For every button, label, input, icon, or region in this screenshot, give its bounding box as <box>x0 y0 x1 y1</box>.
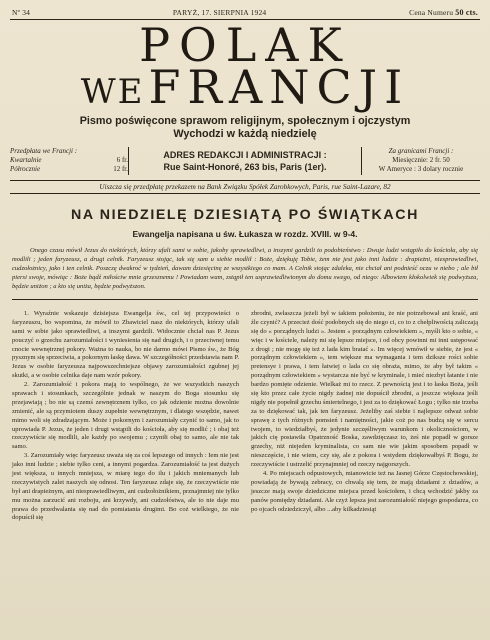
paragraph: 3. Zarozumiały więc faryzeusz uważa się za coś lepszego od innych : Iem nie jest jako inni ludzie ; siebie tylko ceni, a innymi pogardza. Zarozumiałość ta jest dużych jest większa, u innych mniejsza, w miarę tego do ilu i jakich mniemanych lub rzeczywistych zalet naszych się odnosi. Ten faryzeusz zdaje się, że rzeczywiście nie był ani drapieżnym, ani niesprawiedliwym, ani cudzołożnikiem, prznajmniej nie tylko mu można zarzucić ani rozboju, ani krzywdy, ani cudzołóstwa, ale to nie daje mu prawa do przedwalania się nad do pomiatania drugimi. Bo coż wielkiego, że nie dopuścił się <box>12 452 239 522</box>
issue-date: PARYŻ, 17. SIERPNIA 1924 <box>172 8 267 17</box>
tagline <box>10 115 480 141</box>
payment-notice: Uiszcza się przedpłatę przekazem na Bank Związku Spółek Zarobkowych, Paris, rue Saint-Lazare, 82 <box>10 180 480 194</box>
address-heading: ADRES REDAKCJI I ADMINISTRACJI : <box>163 149 327 160</box>
masthead <box>10 18 480 115</box>
price-value: 50 cts. <box>455 8 478 17</box>
subscription-abroad-monthly: Miesięcznie: 2 fr. 50 <box>392 155 450 164</box>
masthead-title-francji: FRANCJI <box>148 60 410 115</box>
price-label: Cena Numeru <box>409 8 454 17</box>
subscription-row <box>10 156 128 165</box>
issue-number: Nº 34 <box>12 8 31 17</box>
editorial-address <box>128 147 362 175</box>
masthead-title-polak: POLAK <box>139 18 351 72</box>
gospel-text: Onego czasu mówił Jezus do niektórych, którzy ufali sami w sobie, jakoby sprawiedliwi, a inszymi gardzili to podobieństwo : Dwuje ludzi wstąpiło do kościoła, aby się modlili ; jeden faryzeusz, a drugi celnik. Faryzeusz stojąc, tak się sam u siebie modlił : Boże, dziękuję Tobie, żem nie jest jako inni ludzie : drapieżni, niesprawiedliwi, cudzołożnicy, jako i ten celnik. Poszczę dwakroć w tydzień, dawam dziesięcinę ze wszystkiego co mam. A Celnik stojąc zdaleka, nie chciał ani podnieść oczu w niebo ; ale bił piersi swoje, mówiąc : Boże bądź miłościw mnie grzesznemu ! Powiadam wam, zstąpił ten usprawiedliwionym do domu swego, od niego: Albowiem kłokolwiek się podwyższa, będzie uniżon ; a kto się uniża, będzie podwyższon. <box>12 246 478 290</box>
subscription-value: 6 fr. <box>116 155 128 164</box>
paragraph: zbrodni, zwłaszcza jeżeli był w takiem położeniu, że nie potrzebował ani kraść, ani źle czynić? A przecież dość podobnych się do niego ci, co to z chełpliwością zaliczają się do « porządnych ludzi ». Jestem « porządnym człowiekiem », myśli kto o sobie, « więc i w kościele, należy mi się lepsze miejsce, i od obcy powinni mi inni ustępować z drogi ; nie mogę się też z lada kim bratać ». Im więcej wmówił w siebie, że jest « porządnym człowiekiem », tem większe ma wymagania i tem dziksze rości sobie pretensye i prawa, i tem łatwiej o lada co się obraża, mimo, że aby był takim « porządnym człowiekiem » wystarcza nie być w kryminale, i mieć niezbyt łatanie i nie bardzo pomięte odzienie. Wielkaż mi to rzecz. Z pewnością jest i to łaska Boża, jeśli się kto przez całe życie nigdy żadnej nie dopuścił zbrodni, a jeszcze większa jeśli nigdy nie popełnił grzechu śmiertelnego, i jest za to dziękować Łogu ; tylko nie trzeba za to dziękować tak, jak ten faryzeusz. Jeżeliby zaś siebie i najlepsze odważ sobie sprawę z tych różnych pomsień i namiętności, jakie coż po nas budzą się w sercu twojem, to wiedziałbyś, że jedynie szczęśliwym warunkom i okolicznościom, w jakich cię postawiła Opatrzność Boska, zawdzięczasz to, żeś nie popadł w gorsze grzechy, niż niejeden kryminalista, co sam nie wie jakim sposobem popadł w nieszczęście, i nie wiem, czy się, ale z pokora i wstydem dziękowałbyś P. Bogu, że rzeczywiście i ustrzelić przynajmniej od rzeczy najgorszych. <box>251 310 478 469</box>
tagline-line-2: Wychodzi w każdą niedzielę <box>173 127 317 140</box>
subscription-abroad-america: W Ameryce : 3 dolary rocznie <box>378 165 464 174</box>
right-column <box>251 310 478 523</box>
subscription-label: Półrocznie <box>10 165 41 174</box>
subscription-label: Kwartalnie <box>10 155 42 164</box>
info-bar <box>10 147 480 175</box>
subscription-france-heading: Przedpłata we Francji : <box>10 146 78 155</box>
article-columns <box>12 310 478 523</box>
subscription-row <box>10 165 128 174</box>
left-column <box>12 310 239 523</box>
subscription-france <box>10 147 128 175</box>
paragraph: 1. Wyraźnie wskazuje dzisiejsza Ewangelja św., cel tej przypowieści o faryzeuszu, bo wspomina, że mówił to Zbawiciel nasz do niektórych, którzy ufali sami w sobie jako sprawiedliwi, a inszymi gardzili. Widocznie chciał nas P. Jezus pouczyć o grzechu zarozumiałości i wyniesienia się nad drugich, i o przeciwnej temu cnocie wewnętrznej pokory. Ważna to nauka, bo nie darmo mówi Pismo św., że Bóg pysznym się sprzeciwia, a pokornym łaskę dawa. W szczegółności przedstawia nam P. Jezus w osobie faryzeusza najpowszechniejsze objawy zarozumiałości zgubnej jej skutki, a w osobie celnika daje nam wzór pokory. <box>12 310 239 380</box>
subscription-value: 12 fr. <box>113 165 128 174</box>
article-subhead: Ewangelja napisana u św. Łukasza w rozdz. XVIII. w 9-4. <box>132 228 358 239</box>
price <box>409 8 478 17</box>
tagline-line-1: Pismo poświęcone sprawom religijnym, społecznym i ojczystym <box>79 114 411 127</box>
paragraph: 2. Zarozumiałość i pokora mają to wspólnego, że we wszystkich naszych sprawach i stosunkach, szczególnie jednak w naszym do Boga stosunku się przejawiają ; bo nie są czemś zewnętrznem tylko, co jak odzienie można dowolnie zmienić, ale są przymiotem duszy zupełnie wewnętrznym, i dlatego wszędzie, nawet mimo woli się zdradzającym. Może i pokornym i zarozumiały czynić to samo, jak to uprowiada P. Jezus, że jeden i drugi wstąpili do kościoła, aby się modlić ; i obaj też rzeczywiście się modlili, ale każdy po swojemu ; czyniłi obaj to samo, ale nie tak samo. <box>12 381 239 451</box>
paragraph: 4. Po miejscach odpustowych, mianowicie też na Jasnej Górze Częstochowskiej, powiadają że bywają zebracy, co chwalą się tem, że mają dziadami z dziadów, a jeszcze mają swoje dziedziczne miejsca przed kościołem, i chcą wchodzić jakby za panów pomiędzy dziadami. Ale czyż lepsza jest zarozumiałość niejego gospodarza, co po ojcach odziedziczył, albo ...aby kilkadziesiąt <box>251 470 478 513</box>
masthead-line-2 <box>10 60 480 115</box>
subscription-abroad <box>362 147 480 175</box>
subscription-abroad-heading: Za granicami Francji : <box>388 146 454 155</box>
masthead-title-we: WE <box>80 72 145 113</box>
section-divider <box>12 299 478 300</box>
article-headline: NA NIEDZIELĘ DZIESIĄTĄ PO ŚWIĄTKACH <box>71 206 419 223</box>
address-street: Rue Saint-Honoré, 263 bis, Paris (1er). <box>163 161 327 172</box>
